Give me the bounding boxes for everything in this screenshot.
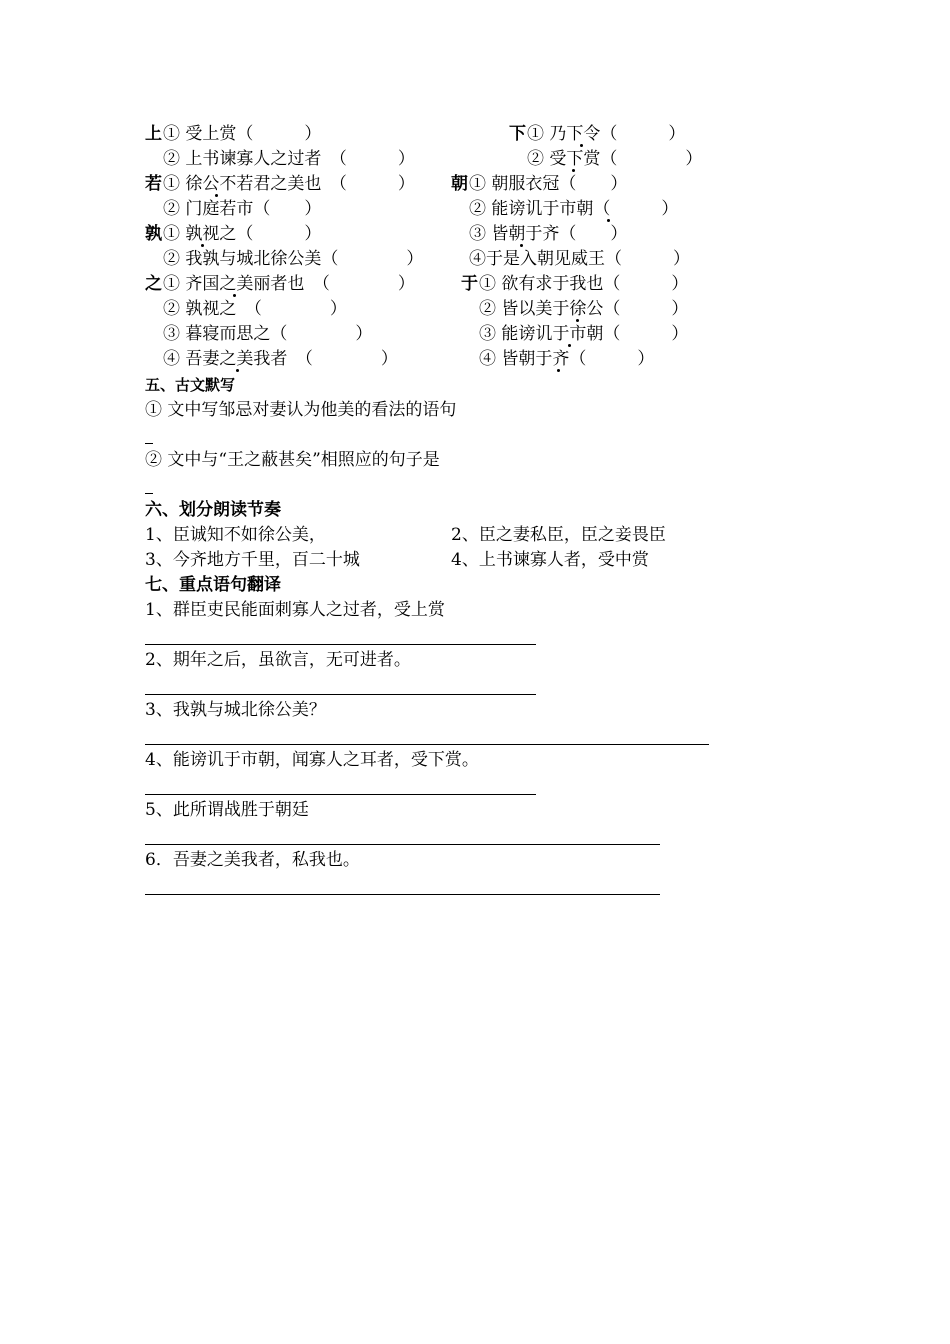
vocab-word-shu: 孰	[145, 224, 162, 244]
dictation-question: ② 文中与“王之蔽甚矣”相照应的句子是	[145, 450, 440, 470]
translation-sentence: 4、能谤讥于市朝，闻寡人之耳者，受下赏。	[145, 750, 479, 770]
vocab-word-ruo: 若	[145, 174, 162, 194]
translation-sentence: 2、期年之后，虽欲言，无可进者。	[145, 650, 411, 670]
section-heading: 六、划分朗读节奏	[145, 500, 281, 520]
translation-sentence: 6．吾妻之美我者，私我也。	[145, 850, 360, 870]
translation-sentence: 3、我孰与城北徐公美？	[145, 700, 326, 720]
vocab-item: ③ 能谤讥于市朝（ ）	[479, 324, 689, 344]
vocab-item: ② 上书谏寡人之过者 （ ）	[163, 149, 415, 169]
emphasis-dot	[215, 194, 218, 197]
vocab-item: ② 受下赏（ ）	[527, 149, 703, 169]
answer-line[interactable]	[145, 844, 660, 845]
vocab-item: ② 孰视之 （ ）	[163, 299, 347, 319]
answer-line[interactable]	[145, 694, 536, 695]
answer-line[interactable]	[145, 744, 709, 745]
vocab-item: ② 我孰与城北徐公美（ ）	[163, 249, 424, 269]
vocab-item: ① 乃下令（ ）	[527, 124, 686, 144]
section-heading: 五、古文默写	[145, 376, 236, 394]
emphasis-dot	[557, 369, 560, 372]
vocab-item: ① 受上赏（ ）	[163, 124, 322, 144]
vocab-item: ① 孰视之（ ）	[163, 224, 322, 244]
vocab-word-xia: 下	[509, 124, 526, 144]
vocab-item: ③ 暮寝而思之（ ）	[163, 324, 373, 344]
translation-sentence: 1、群臣吏民能面刺寡人之过者，受上赏	[145, 600, 445, 620]
emphasis-dot	[233, 294, 236, 297]
emphasis-dot	[236, 369, 239, 372]
answer-blank[interactable]	[145, 443, 153, 444]
emphasis-dot	[576, 319, 579, 322]
vocab-word-zhi: 之	[145, 274, 162, 294]
vocab-item: ③ 皆朝于齐（ ）	[469, 224, 628, 244]
rhythm-item: 1、臣诚知不如徐公美，	[145, 525, 326, 545]
rhythm-item: 2、臣之妻私臣，臣之妾畏臣	[451, 525, 666, 545]
vocab-item: ① 欲有求于我也（ ）	[479, 274, 689, 294]
vocab-item: ① 朝服衣冠（ ）	[469, 174, 628, 194]
answer-blank[interactable]	[145, 493, 153, 494]
emphasis-dot	[572, 169, 575, 172]
answer-line[interactable]	[145, 894, 660, 895]
rhythm-item: 4、上书谏寡人者，受中赏	[451, 550, 649, 570]
vocab-item: ① 齐国之美丽者也 （ ）	[163, 274, 415, 294]
dictation-question: ① 文中写邹忌对妻认为他美的看法的语句	[145, 400, 457, 420]
answer-line[interactable]	[145, 794, 536, 795]
answer-line[interactable]	[145, 644, 536, 645]
emphasis-dot	[580, 144, 583, 147]
translation-sentence: 5、此所谓战胜于朝廷	[145, 800, 309, 820]
emphasis-dot	[201, 244, 204, 247]
emphasis-dot	[568, 344, 571, 347]
rhythm-item: 3、今齐地方千里，百二十城	[145, 550, 360, 570]
vocab-item: ④ 吾妻之美我者 （ ）	[163, 349, 398, 369]
vocab-word-chao: 朝	[451, 174, 468, 194]
vocab-word-yu: 于	[461, 274, 478, 294]
vocab-item: ② 门庭若市（ ）	[163, 199, 322, 219]
emphasis-dot	[520, 244, 523, 247]
section-heading: 七、重点语句翻译	[145, 575, 281, 595]
vocab-word-shang: 上	[145, 124, 162, 144]
vocab-item: ④于是入朝见威王（ ）	[469, 249, 690, 269]
vocab-item: ② 能谤讥于市朝（ ）	[469, 199, 679, 219]
vocab-item: ② 皆以美于徐公（ ）	[479, 299, 689, 319]
emphasis-dot	[607, 219, 610, 222]
vocab-item: ① 徐公不若君之美也 （ ）	[163, 174, 415, 194]
vocab-item: ④ 皆朝于齐（ ）	[479, 349, 655, 369]
